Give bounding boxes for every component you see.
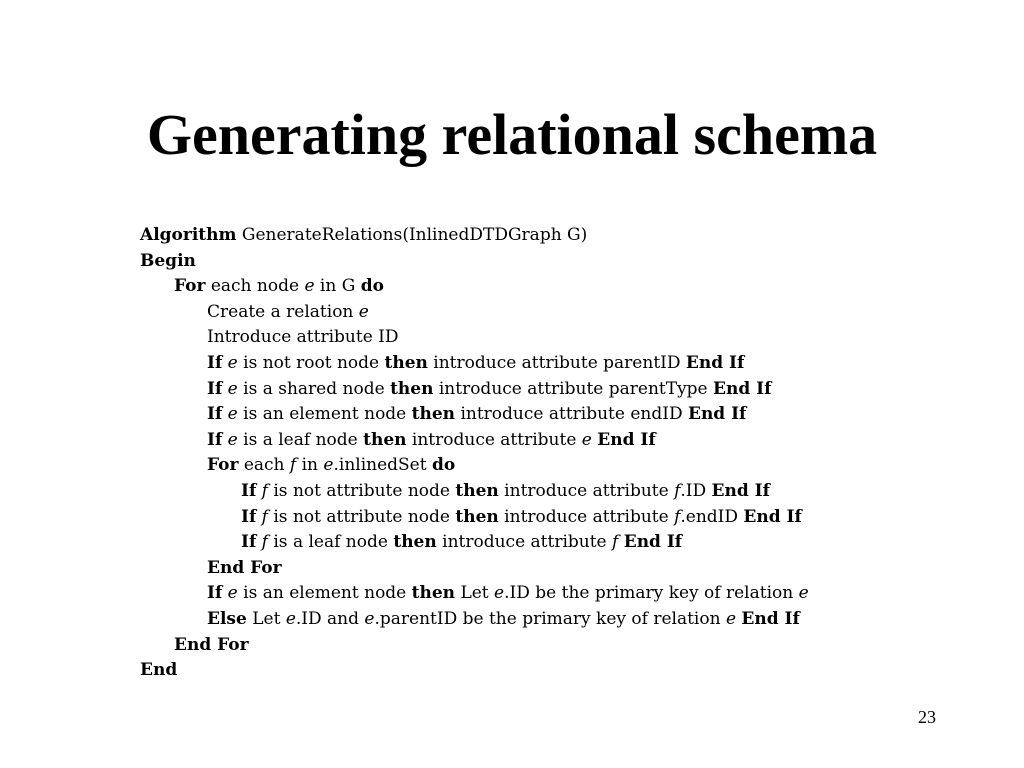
page-number: 23 — [918, 707, 936, 727]
keyword: then — [384, 352, 428, 373]
algorithm-line — [140, 325, 809, 351]
keyword: End — [140, 660, 178, 681]
variable: f — [261, 532, 268, 553]
keyword: End If — [713, 378, 772, 399]
code-text: .ID and — [295, 608, 365, 629]
variable: e — [364, 608, 375, 629]
keyword: End If — [711, 480, 770, 501]
code-text: is not attribute node — [267, 506, 456, 527]
variable: f — [674, 480, 681, 501]
variable: e — [725, 608, 737, 629]
code-text: in G — [314, 276, 361, 297]
keyword: do — [431, 455, 456, 476]
algorithm-line — [140, 300, 809, 326]
code-text: Let — [246, 608, 286, 629]
code-text: introduce attribute — [436, 532, 613, 553]
algorithm-line — [140, 658, 809, 684]
keyword: End For — [174, 634, 249, 655]
variable: e — [227, 404, 238, 425]
keyword: then — [455, 480, 499, 501]
keyword: Begin — [140, 250, 196, 271]
code-text: is a leaf node — [267, 532, 394, 553]
code-text: introduce attribute parentType — [433, 378, 714, 399]
slide-title: Generating relational schema — [146, 102, 878, 167]
code-text: is a leaf node — [237, 429, 364, 450]
variable: e — [358, 301, 369, 322]
code-text: is an element node — [237, 583, 412, 604]
keyword: Else — [207, 608, 247, 629]
variable: f — [261, 480, 268, 501]
keyword: then — [393, 532, 437, 553]
code-text: Introduce attribute ID — [207, 327, 399, 348]
keyword: If — [241, 532, 257, 553]
algorithm-line — [140, 530, 809, 556]
keyword: End If — [743, 506, 802, 527]
keyword: End If — [741, 608, 800, 629]
code-text: is an element node — [237, 404, 412, 425]
variable: f — [261, 506, 268, 527]
variable: e — [285, 608, 296, 629]
keyword: then — [363, 429, 407, 450]
code-text: Create a relation — [207, 301, 359, 322]
keyword: If — [207, 404, 223, 425]
code-text: each node — [205, 276, 305, 297]
variable: f — [612, 532, 619, 553]
algorithm-line — [140, 274, 809, 300]
code-text: introduce attribute parentID — [427, 352, 686, 373]
keyword: then — [411, 404, 456, 425]
variable: e — [304, 276, 315, 297]
keyword: Algorithm — [140, 225, 237, 245]
code-text: is not attribute node — [267, 480, 456, 501]
code-text: is not root node — [237, 352, 385, 373]
variable: f — [674, 506, 681, 527]
keyword: If — [241, 480, 257, 501]
algorithm-line — [140, 377, 809, 403]
keyword: End If — [597, 429, 656, 450]
algorithm-line — [140, 607, 809, 633]
keyword: For — [207, 455, 239, 476]
variable: e — [227, 429, 238, 450]
algorithm-line — [140, 402, 809, 428]
code-text: introduce attribute endID — [455, 404, 688, 425]
algorithm-line — [140, 479, 809, 505]
algorithm-line — [140, 633, 809, 659]
variable: e — [798, 583, 809, 604]
keyword: then — [411, 583, 456, 604]
keyword: If — [241, 506, 257, 527]
keyword: then — [455, 506, 499, 527]
variable: e — [227, 378, 238, 399]
keyword: End If — [685, 352, 745, 373]
code-text: .ID — [680, 480, 712, 501]
algorithm-block — [140, 223, 809, 684]
algorithm-line — [140, 505, 809, 531]
variable: e — [227, 352, 238, 373]
code-text: introduce attribute — [498, 480, 675, 501]
code-text: Let — [455, 583, 495, 604]
code-text: each — [238, 455, 290, 476]
keyword: If — [207, 429, 223, 450]
code-text: introduce attribute — [498, 506, 675, 527]
variable: e — [494, 583, 505, 604]
keyword: do — [360, 276, 384, 297]
code-text: .ID be the primary key of relation — [504, 583, 799, 604]
variable: e — [581, 429, 592, 450]
algorithm-line — [140, 351, 809, 377]
algorithm-line — [140, 556, 809, 582]
code-text: .inlinedSet — [333, 455, 432, 476]
keyword: If — [207, 378, 223, 399]
code-text: is a shared node — [237, 378, 391, 399]
keyword: For — [174, 276, 206, 297]
keyword: End If — [687, 404, 747, 425]
code-text: GenerateRelations(InlinedDTDGraph G) — [236, 225, 588, 245]
keyword: End If — [623, 532, 683, 553]
keyword: then — [390, 378, 434, 399]
keyword: End For — [207, 557, 282, 578]
code-text: in — [296, 455, 324, 476]
algorithm-line — [140, 453, 809, 479]
code-text: .endID — [680, 506, 744, 527]
keyword: If — [207, 352, 223, 373]
code-text: .parentID be the primary key of relation — [374, 608, 726, 629]
variable: e — [227, 583, 238, 604]
algorithm-line — [140, 249, 809, 275]
variable: f — [289, 455, 297, 476]
algorithm-line — [140, 223, 809, 249]
code-text: introduce attribute — [406, 429, 582, 450]
algorithm-line — [140, 581, 809, 607]
variable: e — [323, 455, 334, 476]
keyword: If — [207, 583, 223, 604]
algorithm-line — [140, 428, 809, 454]
